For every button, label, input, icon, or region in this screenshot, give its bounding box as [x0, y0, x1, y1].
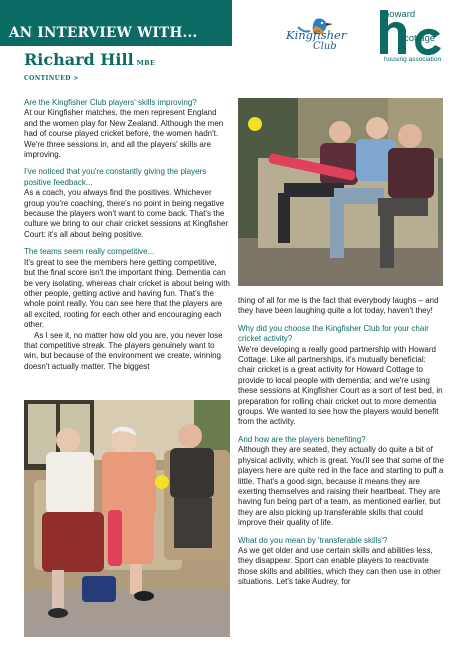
question: And how are the players benefiting? [238, 434, 366, 444]
header-banner [0, 0, 232, 46]
question: What do you mean by 'transferable skills'? [238, 535, 388, 545]
answer: Although they are seated, they actually do quite a bit of physical activity, which is great. You'll see that some of the players here are quite red in the face and starting to puff a little. That's a good sign, because it means they are exerting themselves and raising their heartbeat. They are having fun being part of a team, as mentioned earlier, but they are also picking up transferable skills that could improve their quality of life. [238, 445, 444, 528]
answer: At our Kingfisher matches, the men represent England and the women play for New Zealand. Although the men had of course played cricket before, the women hadn't. We're three sessions in, and all the players' skills are improving. [24, 108, 224, 160]
answer: thing of all for me is the fact that everybody laughs – and they have been laughing quite a lot today, haven't they! [238, 296, 439, 316]
continued-label: CONTINUED > [24, 75, 79, 82]
housing-association-text: housing association [384, 56, 442, 63]
answer: As I see it, no matter how old you are, you never lose that competitive streak. The players genuinely want to win, but because of the environment we create, winning doesn't actually matter. The biggest [24, 330, 223, 371]
cottage-logo-text: cottage [404, 33, 436, 44]
right-text-column [238, 296, 444, 588]
question: Why did you choose the Kingfisher Club for your chair cricket activity? [238, 323, 429, 344]
answer: We're developing a really good partnership with Howard Cottage. Like all partnerships, it's mutually beneficial: chair cricket is a great activity for Howard Cottage to provide to local people with dementia; and we're using these sessions at Kingfisher Court as a sort of test bed, in preparation for rolling chair cricket out to more dementia groups. We wanted to see how the players would benefit from the activity. [238, 344, 443, 427]
photo-women-playing-chair-cricket [24, 400, 230, 637]
name-honour: MBE [136, 59, 156, 67]
name-text: Richard Hill [24, 50, 134, 69]
answer: It's great to see the members here getting competitive, but the final score isn't the important thing. Dementia can be very isolating, whereas chair cricket is about being with other people, getting active and having fun. That's the whole point really. You can see here that the players are all excited, rooting for each other and encouraging each other. [24, 257, 230, 330]
photo-men-playing-chair-cricket [238, 98, 443, 286]
answer: As we get older and use certain skills and abilities less, they disappear. Sport can enable players to reactivate those skills and abilities, which they can then use in other situations. Let's take Audrey, for [238, 545, 441, 587]
howard-logo-text: howard [384, 9, 416, 20]
question: The teams seem really competitive... [24, 247, 155, 257]
kingfisher-logo-club: Club [313, 41, 337, 52]
kingfisher-logo-text: Kingfisher [286, 28, 347, 42]
answer: As a coach, you always find the positives. Whichever group you're coaching, there's no point in being negative because the players won't want to come back. That's the culture we bring to our chair cricket sessions at Kingfisher Court: it's all about being positive. [24, 188, 229, 239]
question: I've noticed that you're constantly giving the players positive feedback... [24, 167, 207, 187]
left-text-column [24, 98, 230, 372]
interviewee-name [24, 50, 155, 69]
question: Are the Kingfisher Club players' skills improving? [24, 98, 197, 107]
banner-title: AN INTERVIEW WITH... [9, 25, 198, 41]
